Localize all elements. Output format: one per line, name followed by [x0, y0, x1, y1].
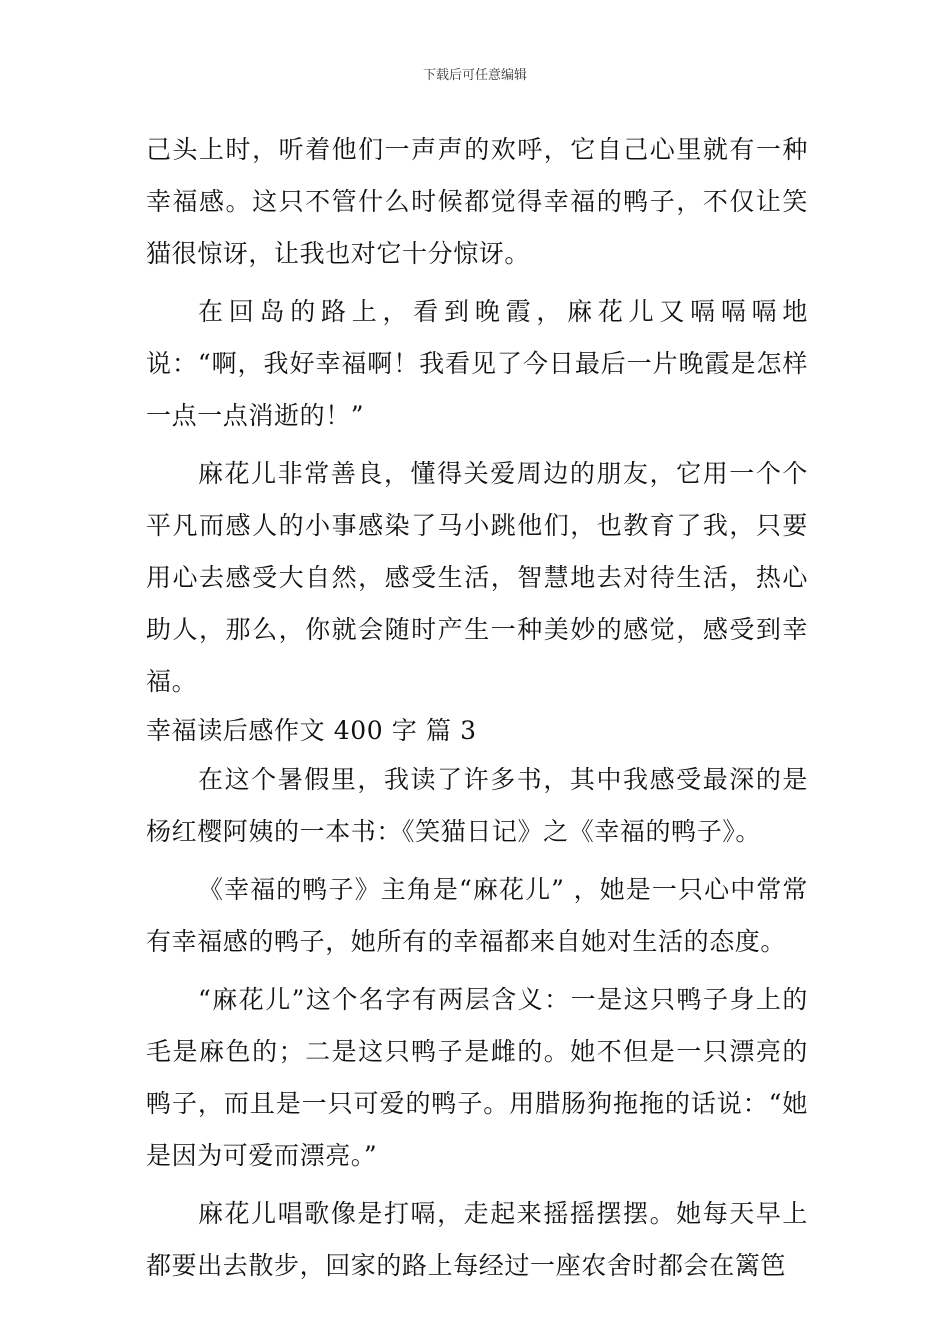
paragraph-2: 在回岛的路上，看到晚霞，麻花儿又嗝嗝嗝地说：“啊，我好幸福啊！我看见了今日最后一片晚霞是怎样一点一点消逝的！” [146, 297, 808, 430]
paragraph-6: “麻花儿”这个名字有两层含义：一是这只鸭子身上的毛是麻色的；二是这只鸭子是雌的。她不但是一只漂亮的鸭子，而且是一只可爱的鸭子。用腊肠狗拖拖的话说：“她是因为可爱而漂亮。” [146, 985, 808, 1170]
document-body [146, 124, 808, 1292]
paragraph-4: 在这个暑假里，我读了许多书，其中我感受最深的是杨红樱阿姨的一本书：《笑猫日记》之《幸福的鸭子》。 [146, 765, 808, 846]
section-heading: 幸福读后感作文 400 字 篇 3 [146, 716, 477, 745]
page-header: 下载后可任意编辑 [422, 68, 527, 83]
paragraph-1: 己头上时，听着他们一声声的欢呼，它自己心里就有一种幸福感。这只不管什么时候都觉得幸福的鸭子，不仅让笑猫很惊讶，让我也对它十分惊讶。 [146, 135, 808, 268]
paragraph-3: 麻花儿非常善良，懂得关爱周边的朋友，它用一个个平凡而感人的小事感染了马小跳他们，也教育了我，只要用心去感受大自然，感受生活，智慧地去对待生活，热心助人，那么，你就会随时产生一种美妙的感觉，感受到幸福。 [146, 459, 808, 696]
paragraph-5: 《幸福的鸭子》主角是“麻花儿” ，她是一只心中常常有幸福感的鸭子，她所有的幸福都来自她对生活的态度。 [146, 875, 808, 956]
paragraph-7: 麻花儿唱歌像是打嗝，走起来摇摇摆摆。她每天早上都要出去散步，回家的路上每经过一座农舍时都会在篱笆 [146, 1199, 808, 1280]
